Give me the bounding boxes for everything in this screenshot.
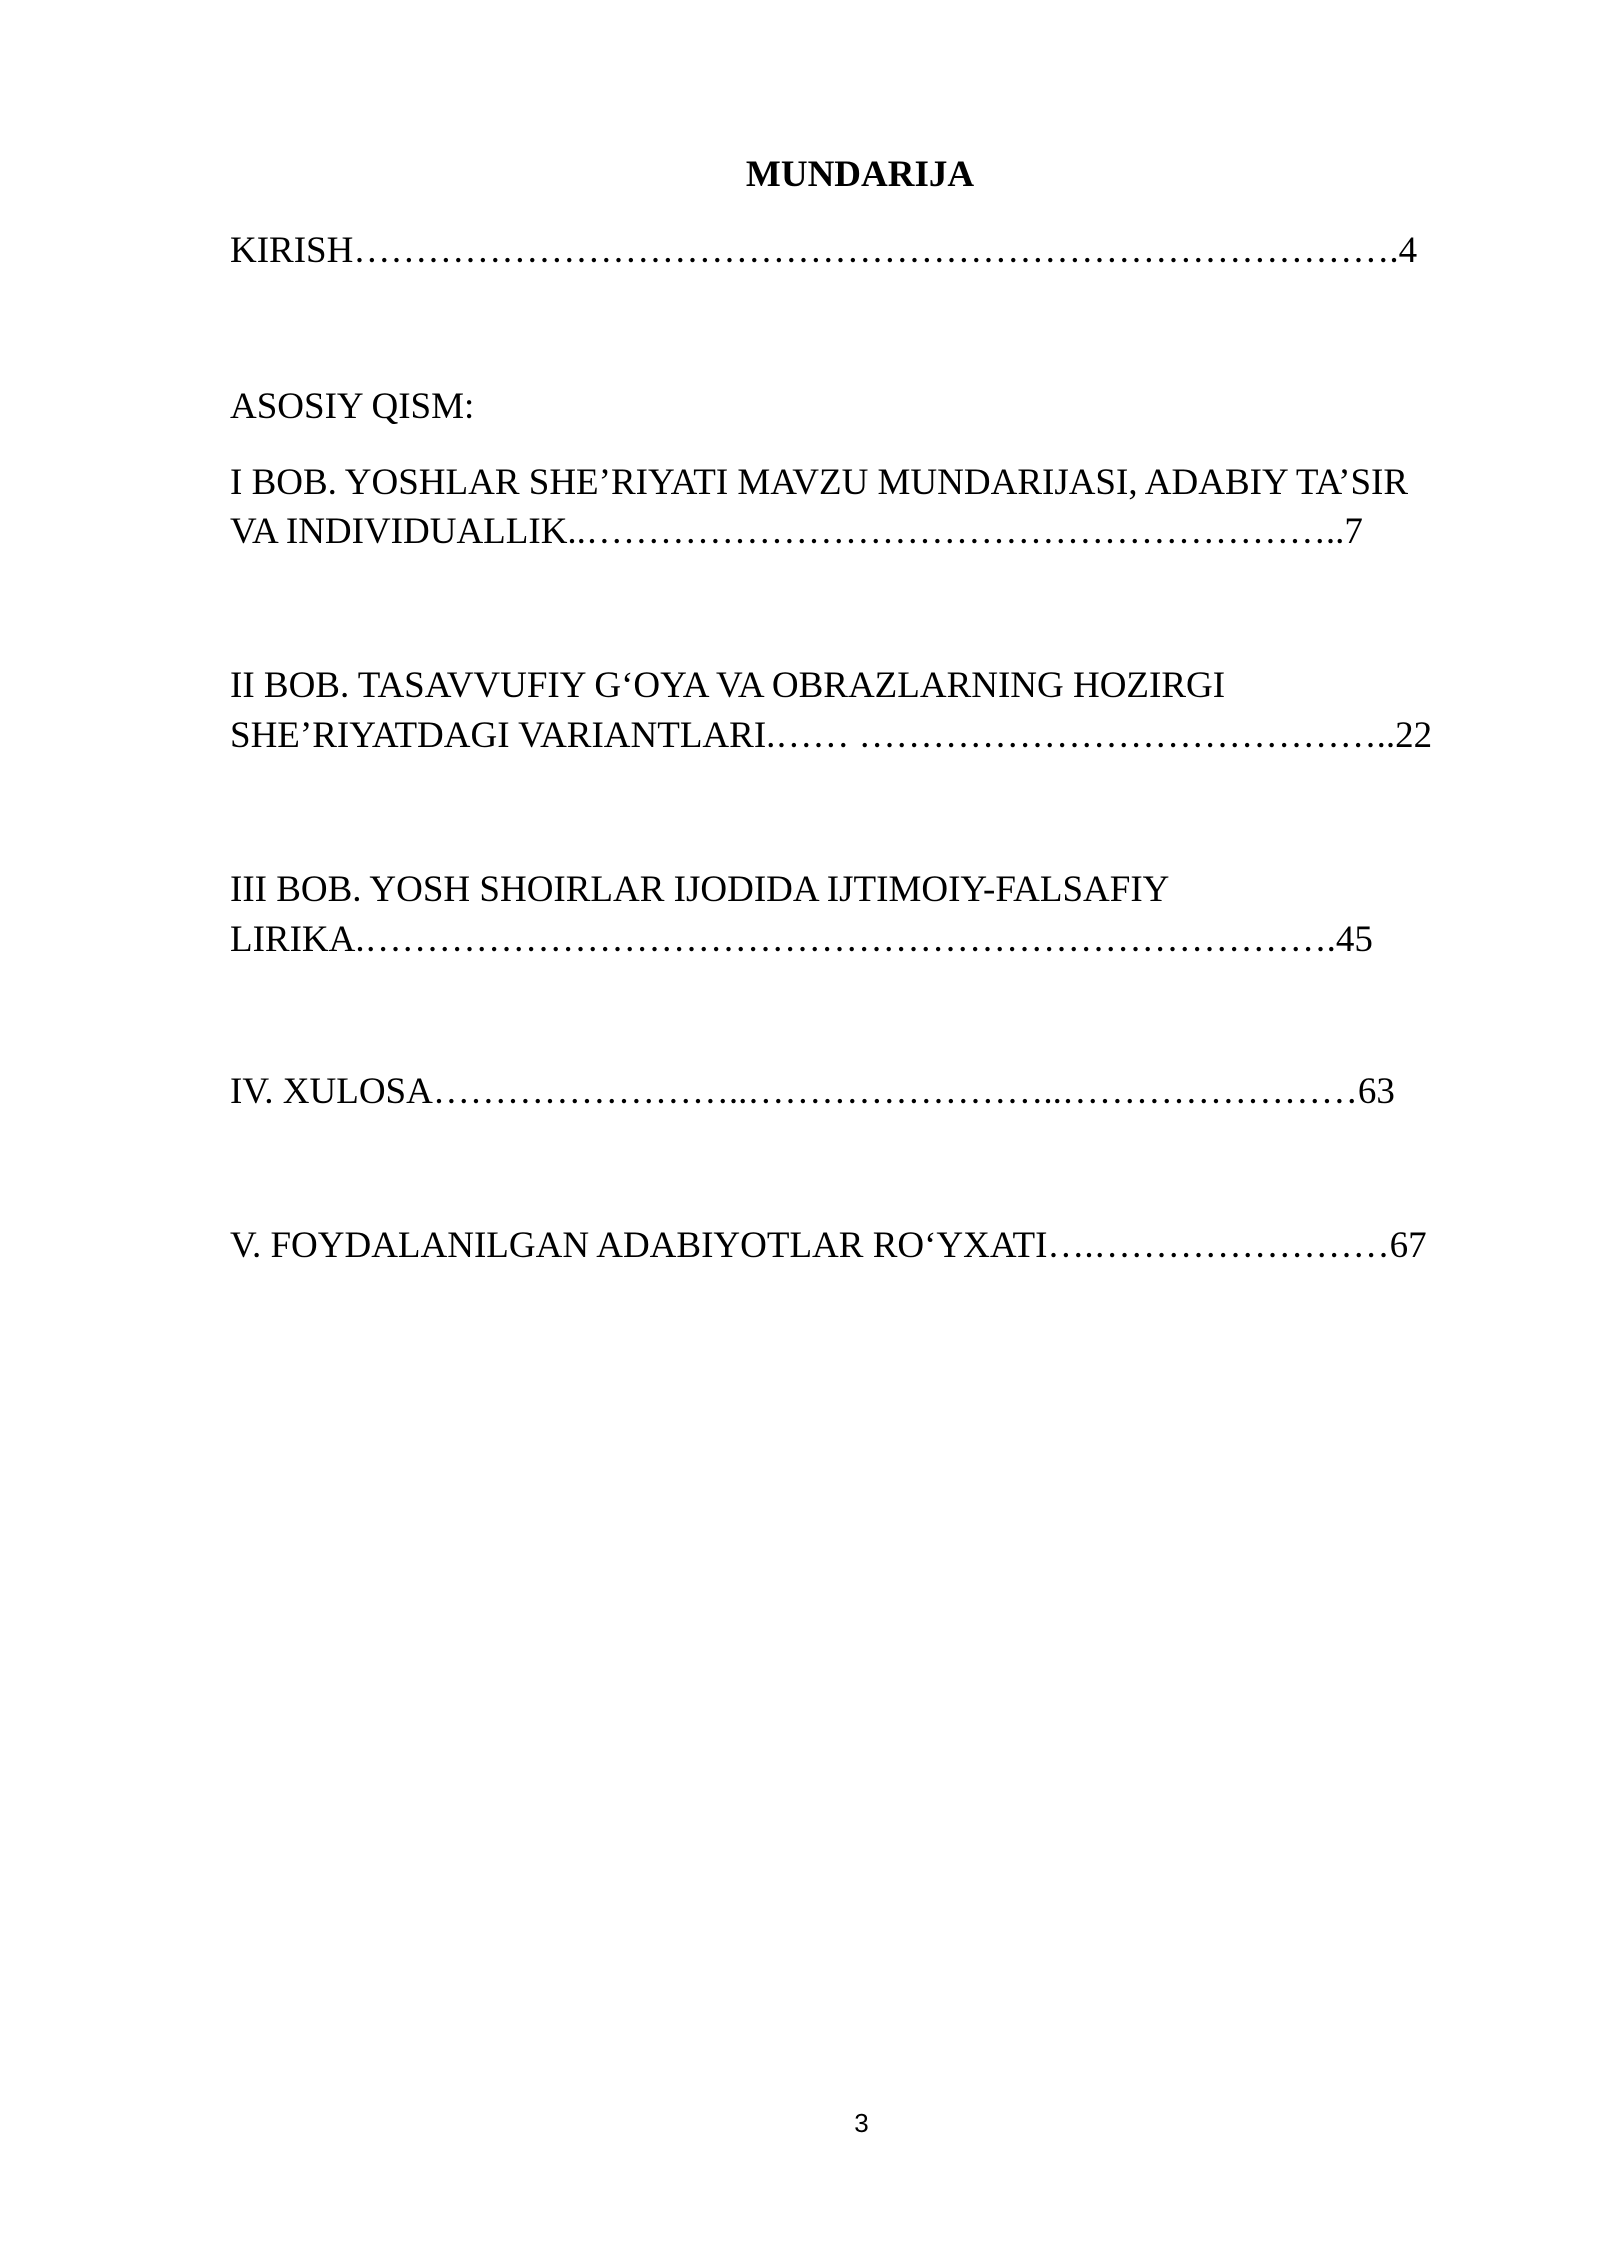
toc-title: MUNDARIJA — [745, 154, 975, 195]
toc-entry-chapter-2-line-1: II BOB. TASAVVUFIY G‘OYA VA OBRAZLARNING HOZIRGI — [230, 665, 1226, 706]
toc-entry-kirish: KIRISH………………………………………………………………………….4 — [230, 230, 1418, 271]
toc-entry-adabiyotlar: V. FOYDALANILGAN ADABIYOTLAR RO‘YXATI….……………………67 — [230, 1225, 1427, 1266]
page-number: 3 — [854, 2108, 869, 2138]
toc-section-asosiy-qism: ASOSIY QISM: — [230, 386, 475, 427]
toc-entry-chapter-3-line-1: III BOB. YOSH SHOIRLAR IJODIDA IJTIMOIY-FALSAFIY — [230, 869, 1170, 910]
toc-entry-xulosa: IV. XULOSA……………………..……………………..……………………63 — [230, 1071, 1395, 1112]
toc-entry-chapter-1-line-1: I BOB. YOSHLAR SHE’RIYATI MAVZU MUNDARIJASI, ADABIY TA’SIR — [230, 462, 1409, 503]
toc-entry-chapter-3-line-2: LIRIKA.…………………………………………………………………….45 — [230, 919, 1373, 960]
toc-entry-chapter-1-line-2: VA INDIVIDUALLIK..……………………………………………………..7 — [230, 511, 1363, 552]
toc-entry-chapter-2-line-2: SHE’RIYATDAGI VARIANTLARI.…… ……………………………………..22 — [230, 715, 1433, 756]
